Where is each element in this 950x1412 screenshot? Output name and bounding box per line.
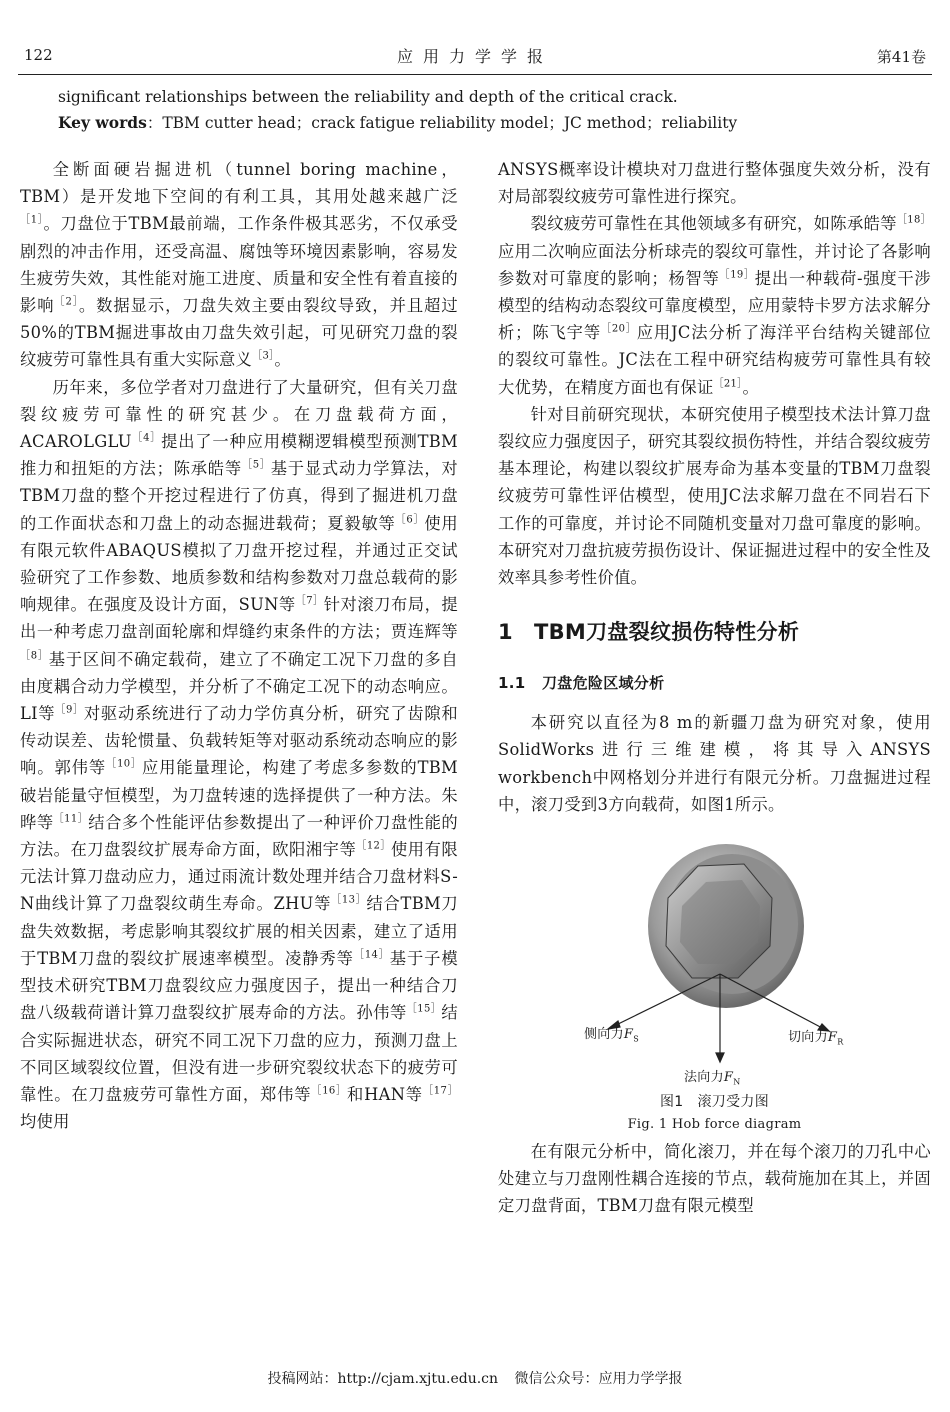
citation[interactable]: ［8］	[20, 650, 49, 662]
keywords-label: Key words	[58, 113, 147, 132]
citation[interactable]: ［20］	[601, 323, 637, 335]
wechat-account: 微信公众号：应用力学学报	[514, 1371, 683, 1387]
page-number: 122	[24, 46, 53, 64]
citation[interactable]: ［11］	[53, 813, 89, 825]
citation[interactable]: ［10］	[106, 759, 142, 771]
right-column	[498, 156, 931, 1220]
citation[interactable]: ［2］	[54, 296, 79, 308]
citation[interactable]: ［5］	[241, 459, 271, 471]
citation[interactable]: ［13］	[331, 895, 367, 907]
volume-label: 第41卷	[876, 48, 926, 66]
paragraph: 历年来，多位学者对刀盘进行了大量研究，但有关刀盘裂纹疲劳可靠性的研究甚少。在刀盘载荷方面，$ACAROLGLU^{[4]}$提出了一种应用模糊逻辑模型预测TBM推力和扭矩的方法；陈承皓等$^{[5]}$基于显式动力学算法，对TBM刀盘的整个开挖过程进行了仿真，得到了掘进机刀盘的工作面状态和刀盘上的动态掘进载荷；夏毅敏等$^{[6]}$使用有限元软件ABAQUS模拟了刀盘开挖过程，并通过正交试验研究了工作参数、地质参数和结构参数对刀盘总载荷的影响规律。在强度及设计方面，SUN等$^{[7]}$针对滚刀布局，提出一种考虑刀盘剖面轮廓和焊缝约束条件的方法；贾连辉等$^{[8]}$基于区间不确定载荷，建立了不确定工况下刀盘的多自由度耦合动力学模型，并分析了不确定工况下的动态响应。LI等$^{[9]}$对驱动系统进行了动力学仿真分析，研究了齿隙和传动误差、齿轮惯量、负载转矩等对驱动系统动态响应的影响。郭伟等$^{[10]}$应用能量理论，构建了考虑多参数的TBM破岩能量守恒模型，为刀盘转速的选择提供了一种方法。朱晔等$^{[11]}$结合多个性能评估参数提出了一种评价刀盘性能的方法。在刀盘裂纹扩展寿命方面，欧阳湘宇等$^{[12]}$使用有限元法计算刀盘动应力，通过雨流计数处理并结合刀盘材料S-N曲线计算了刀盘裂纹萌生寿命。ZHU等$^{[13]}$结合TBM刀盘失效数据，考虑影响其裂纹扩展的相关因素，建立了适用于TBM刀盘的裂纹扩展速率模型。凌静秀等$^{[14]}$基于子模型技术研究TBM刀盘裂纹应力强度因子，提出一种结合刀盘八级载荷谱计算刀盘裂纹扩展寿命的方法。孙伟等$^{[15]}$结合实际掘进状态，研究不同工况下刀盘的应力，预测刀盘上不同区域裂纹位置，但没有进一步研究裂纹状态下的疲劳可靠性。在刀盘疲劳可靠性方面，郑伟等$^{[16]}$和HAN等$^{[17]}$均使用	[20, 377, 459, 1132]
citation[interactable]: ［12］	[356, 840, 391, 852]
section-heading: 1 TBM刀盘裂纹损伤特性分析	[498, 620, 800, 645]
citation[interactable]: ［17］	[422, 1085, 458, 1097]
hob-cutter-image	[648, 844, 804, 1008]
citation[interactable]: ［14］	[353, 949, 390, 961]
label-side-force: 侧向力$F_S$	[584, 1027, 640, 1044]
citation[interactable]: ［19］	[719, 269, 755, 281]
paragraph: 本研究以直径为8 m的新疆刀盘为研究对象，使用SolidWorks进行三维建模，将其导入ANSYS workbench中网格划分并进行有限元分析。刀盘掘进过程中，滚刀受到3方向载荷，如图1所示。	[498, 713, 931, 814]
paragraph: 针对目前研究现状，本研究使用子模型技术法计算刀盘裂纹应力强度因子，研究其裂纹损伤特性，并结合裂纹疲劳基本理论，构建以裂纹扩展寿命为基本变量的TBM刀盘裂纹疲劳可靠性评估模型，使用JC法求解刀盘在不同岩石下工作的可靠度，并讨论不同随机变量对刀盘可靠度的影响。本研究对刀盘抗疲劳损伤设计、保证掘进过程中的安全性及效率具参考性价值。	[498, 404, 931, 588]
citation[interactable]: ［7］	[295, 595, 324, 607]
paragraph: ANSYS概率设计模块对刀盘进行整体强度失效分析，没有对局部裂纹疲劳可靠性进行探究。	[498, 160, 931, 207]
citation[interactable]: ［4］	[131, 432, 162, 444]
journal-title: 应用力学学报	[396, 47, 553, 66]
paragraph: 在有限元分析中，简化滚刀，并在每个滚刀的刀孔中心处建立与刀盘刚性耦合连接的节点，载荷施加在其上，并固定刀盘背面，TBM刀盘有限元模型	[498, 1142, 931, 1216]
citation[interactable]: ［16］	[311, 1085, 347, 1097]
figure-1	[498, 824, 931, 1138]
citation[interactable]: ［6］	[395, 514, 425, 526]
citation[interactable]: ［1］	[20, 214, 44, 226]
paragraph: 全断面硬岩掘进机（tunnel boring machine，TBM）是开发地下空间的有利工具，其用处越来越广泛$^{[1]}$。刀盘位于TBM最前端，工作条件极其恶劣，不仅承受剧烈的冲击作用，还受高温、腐蚀等环境因素影响，容易发生疲劳失效，其性能对施工进度、质量和安全性有着直接的影响$^{[2]}$。数据显示，刀盘失效主要由裂纹导致，并且超过50%的TBM掘进事故由刀盘失效引起，可见研究刀盘的裂纹疲劳可靠性具有重大实际意义$^{[3]}$。	[20, 160, 458, 370]
citation[interactable]: ［9］	[55, 704, 84, 716]
citation[interactable]: ［21］	[713, 378, 743, 390]
citation[interactable]: ［18］	[896, 214, 931, 226]
paragraph: 裂纹疲劳可靠性在其他领域多有研究，如陈承皓等$^{[18]}$应用二次响应面法分析球壳的裂纹可靠性，并讨论了各影响参数对可靠度的影响；杨智等$^{[19]}$提出一种载荷-强度干涉模型的结构动态裂纹可靠度模型，应用蒙特卡罗方法求解分析；陈飞宇等$^{[20]}$应用JC法分析了海洋平台结构关键部位的裂纹可靠性。JC法在工程中研究结构疲劳可靠性具有较大优势，在精度方面也有保证$^{[21]}$。	[498, 214, 931, 397]
keywords: Key words：TBM cutter head；crack fatigue reliability model；JC method；reliability	[58, 113, 738, 132]
label-normal-force: 法向力$F_N$	[684, 1070, 741, 1087]
citation[interactable]: ［3］	[252, 351, 275, 362]
subsection-heading: 1.1 刀盘危险区域分析	[498, 674, 665, 693]
page-footer	[0, 1368, 950, 1388]
figure-caption-en: Fig. 1 Hob force diagram	[627, 1117, 802, 1133]
citation[interactable]: ［15］	[406, 1003, 442, 1015]
keywords-text: TBM cutter head；crack fatigue reliability model；JC method；reliability	[162, 114, 738, 132]
figure-caption-zh: 图1 滚刀受力图	[659, 1094, 769, 1111]
label-tangent-force: 切向力$F_R$	[788, 1030, 844, 1047]
abstract-tail: significant relationships between the reliability and depth of the critical crack.	[58, 88, 678, 106]
left-column	[20, 156, 458, 1135]
header-rule	[18, 74, 932, 75]
submission-site: 投稿网站：http://cjam.xjtu.edu.cn	[267, 1371, 499, 1387]
running-header	[18, 40, 932, 76]
